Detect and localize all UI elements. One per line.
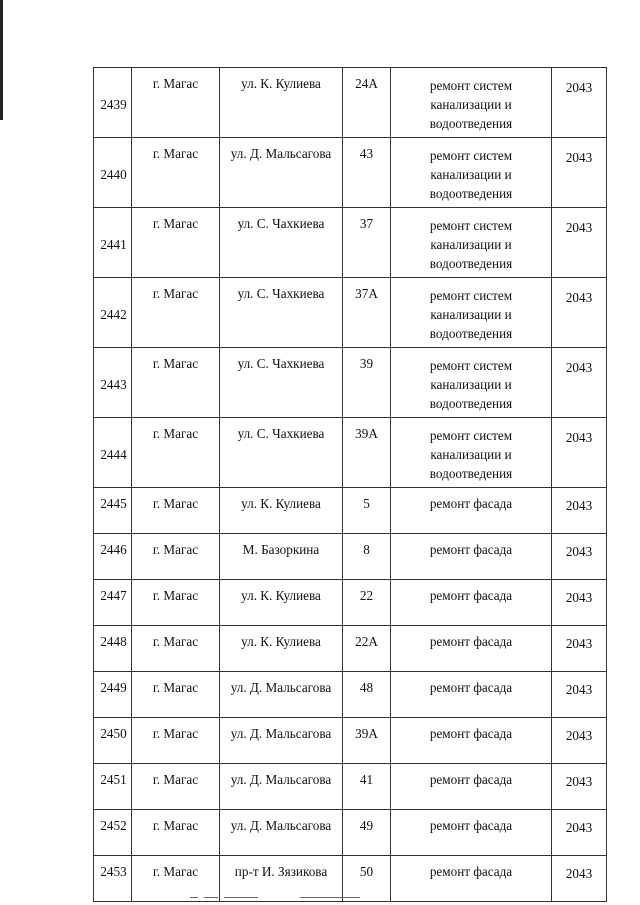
row-number: 2449 <box>94 672 132 718</box>
city-cell: г. Магас <box>132 764 220 810</box>
work-type-cell: ремонт фасада <box>391 672 552 718</box>
table-row <box>94 856 607 902</box>
table-row <box>94 534 607 580</box>
city-cell: г. Магас <box>132 626 220 672</box>
city-cell: г. Магас <box>132 418 220 488</box>
year-cell: 2043 <box>552 208 607 278</box>
footer-scan-marks <box>190 897 370 901</box>
row-number: 2440 <box>94 138 132 208</box>
year-cell: 2043 <box>552 626 607 672</box>
street-cell: ул. Д. Мальсагова <box>220 672 343 718</box>
street-cell: ул. С. Чахкиева <box>220 278 343 348</box>
city-cell: г. Магас <box>132 580 220 626</box>
table-row <box>94 418 607 488</box>
row-number: 2453 <box>94 856 132 902</box>
scan-edge-mark <box>0 0 3 120</box>
house-cell: 37А <box>343 278 391 348</box>
year-cell: 2043 <box>552 278 607 348</box>
city-cell: г. Магас <box>132 348 220 418</box>
house-cell: 39А <box>343 418 391 488</box>
house-cell: 39А <box>343 718 391 764</box>
year-cell: 2043 <box>552 68 607 138</box>
year-cell: 2043 <box>552 580 607 626</box>
city-cell: г. Магас <box>132 138 220 208</box>
row-number: 2447 <box>94 580 132 626</box>
table-row <box>94 488 607 534</box>
street-cell: ул. Д. Мальсагова <box>220 138 343 208</box>
city-cell: г. Магас <box>132 534 220 580</box>
row-number: 2443 <box>94 348 132 418</box>
table-row <box>94 348 607 418</box>
house-cell: 39 <box>343 348 391 418</box>
work-type-cell: ремонт фасада <box>391 718 552 764</box>
work-type-cell: ремонт систем канализации и водоотведения <box>391 348 552 418</box>
year-cell: 2043 <box>552 718 607 764</box>
row-number: 2451 <box>94 764 132 810</box>
row-number: 2441 <box>94 208 132 278</box>
street-cell: ул. К. Кулиева <box>220 488 343 534</box>
house-cell: 22А <box>343 626 391 672</box>
row-number: 2448 <box>94 626 132 672</box>
year-cell: 2043 <box>552 138 607 208</box>
repair-schedule-table <box>93 67 607 902</box>
house-cell: 22 <box>343 580 391 626</box>
work-type-cell: ремонт систем канализации и водоотведения <box>391 418 552 488</box>
street-cell: М. Базоркина <box>220 534 343 580</box>
street-cell: ул. Д. Мальсагова <box>220 810 343 856</box>
row-number: 2444 <box>94 418 132 488</box>
house-cell: 50 <box>343 856 391 902</box>
street-cell: пр-т И. Зязикова <box>220 856 343 902</box>
city-cell: г. Магас <box>132 68 220 138</box>
table-row <box>94 68 607 138</box>
work-type-cell: ремонт систем канализации и водоотведения <box>391 208 552 278</box>
city-cell: г. Магас <box>132 856 220 902</box>
work-type-cell: ремонт фасада <box>391 580 552 626</box>
street-cell: ул. К. Кулиева <box>220 68 343 138</box>
table-row <box>94 810 607 856</box>
city-cell: г. Магас <box>132 718 220 764</box>
work-type-cell: ремонт фасада <box>391 626 552 672</box>
table-row <box>94 672 607 718</box>
table-row <box>94 626 607 672</box>
city-cell: г. Магас <box>132 208 220 278</box>
row-number: 2450 <box>94 718 132 764</box>
row-number: 2445 <box>94 488 132 534</box>
year-cell: 2043 <box>552 488 607 534</box>
street-cell: ул. К. Кулиева <box>220 626 343 672</box>
year-cell: 2043 <box>552 810 607 856</box>
year-cell: 2043 <box>552 418 607 488</box>
street-cell: ул. Д. Мальсагова <box>220 718 343 764</box>
street-cell: ул. С. Чахкиева <box>220 418 343 488</box>
street-cell: ул. С. Чахкиева <box>220 348 343 418</box>
work-type-cell: ремонт систем канализации и водоотведения <box>391 278 552 348</box>
city-cell: г. Магас <box>132 488 220 534</box>
year-cell: 2043 <box>552 856 607 902</box>
row-number: 2442 <box>94 278 132 348</box>
table-row <box>94 764 607 810</box>
table-row <box>94 278 607 348</box>
work-type-cell: ремонт фасада <box>391 534 552 580</box>
year-cell: 2043 <box>552 534 607 580</box>
street-cell: ул. Д. Мальсагова <box>220 764 343 810</box>
work-type-cell: ремонт систем канализации и водоотведения <box>391 68 552 138</box>
street-cell: ул. С. Чахкиева <box>220 208 343 278</box>
city-cell: г. Магас <box>132 810 220 856</box>
city-cell: г. Магас <box>132 672 220 718</box>
row-number: 2439 <box>94 68 132 138</box>
house-cell: 49 <box>343 810 391 856</box>
city-cell: г. Магас <box>132 278 220 348</box>
work-type-cell: ремонт систем канализации и водоотведения <box>391 138 552 208</box>
house-cell: 24А <box>343 68 391 138</box>
work-type-cell: ремонт фасада <box>391 810 552 856</box>
work-type-cell: ремонт фасада <box>391 856 552 902</box>
house-cell: 48 <box>343 672 391 718</box>
house-cell: 43 <box>343 138 391 208</box>
row-number: 2452 <box>94 810 132 856</box>
house-cell: 41 <box>343 764 391 810</box>
table-row <box>94 138 607 208</box>
work-type-cell: ремонт фасада <box>391 488 552 534</box>
row-number: 2446 <box>94 534 132 580</box>
house-cell: 8 <box>343 534 391 580</box>
house-cell: 37 <box>343 208 391 278</box>
table-row <box>94 718 607 764</box>
year-cell: 2043 <box>552 764 607 810</box>
table-row <box>94 208 607 278</box>
year-cell: 2043 <box>552 348 607 418</box>
house-cell: 5 <box>343 488 391 534</box>
work-type-cell: ремонт фасада <box>391 764 552 810</box>
street-cell: ул. К. Кулиева <box>220 580 343 626</box>
year-cell: 2043 <box>552 672 607 718</box>
table-row <box>94 580 607 626</box>
